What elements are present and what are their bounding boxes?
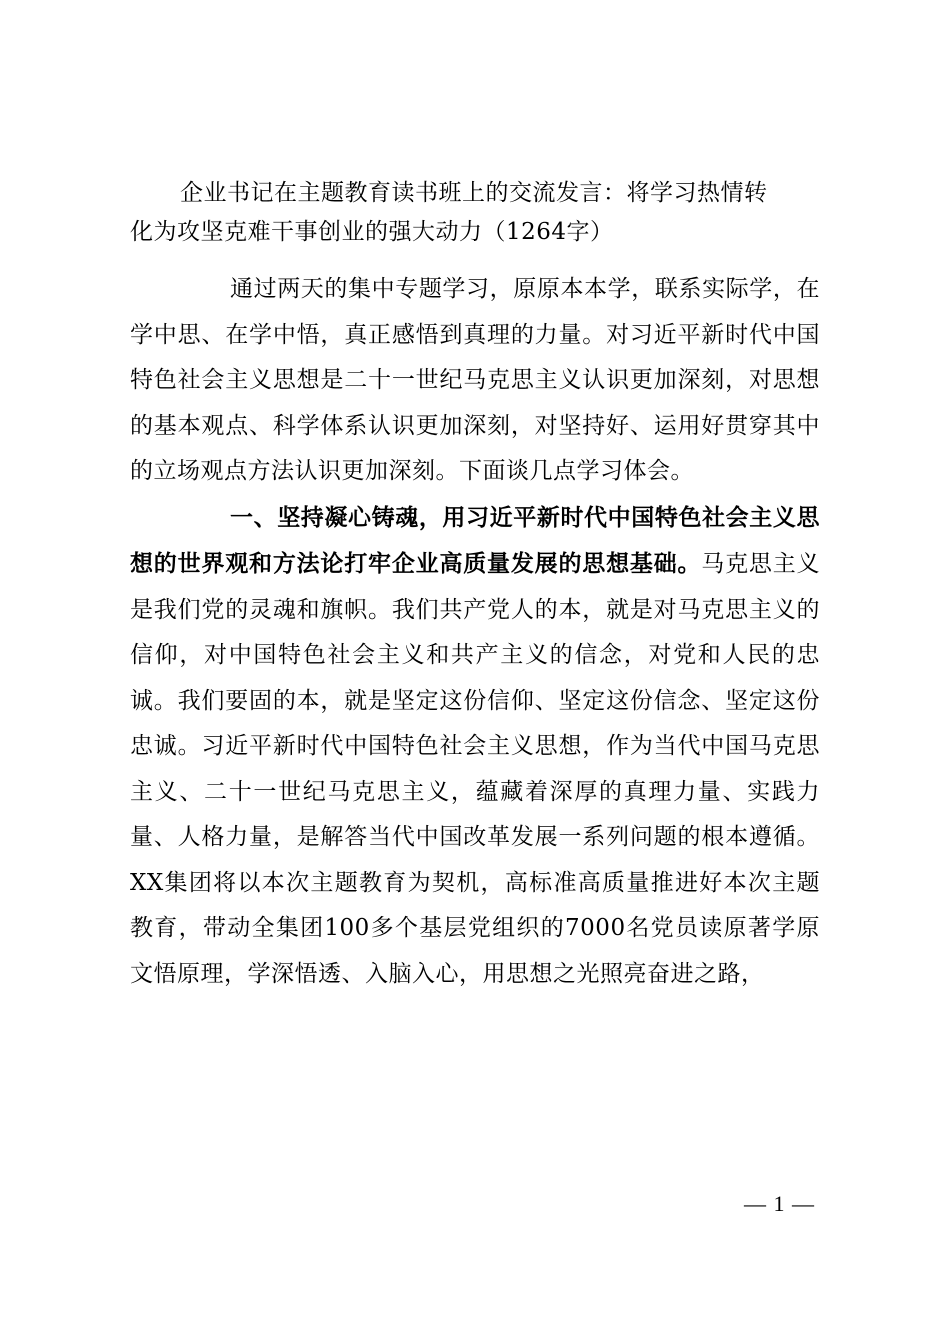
section-1-heading: 一、坚持凝心铸魂，用习近平新时代中国特色社会主义思想的世界观和方法论打牢企业高质量发展的思想基础。 [130,503,820,577]
paragraph-section-1 [130,495,820,998]
document-title [130,174,820,252]
section-1-body: 马克思主义是我们党的灵魂和旗帜。我们共产党人的本，就是对马克思主义的信仰，对中国特色社会主义和共产主义的信念，对党和人民的忠诚。我们要固的本，就是坚定这份信仰、坚定这份信念、坚定这份忠诚。习近平新时代中国特色社会主义思想，作为当代中国马克思主义、二十一世纪马克思主义，蕴藏着深厚的真理力量、实践力量、人格力量，是解答当代中国改革发展一系列问题的根本遵循。XX集团将以本次主题教育为契机，高标准高质量推进好本次主题教育，带动全集团100多个基层党组织的7000名党员读原著学原文悟原理，学深悟透、入脑入心，用思想之光照亮奋进之路， [130,551,821,987]
page-number: — 1 — [744,1191,815,1216]
title-line-2: 化为攻坚克难干事创业的强大动力（1264字） [130,219,614,245]
document-body [130,267,820,997]
title-line-1: 企业书记在主题教育读书班上的交流发言：将学习热情转 [180,180,768,206]
paragraph-intro: 通过两天的集中专题学习，原原本本学，联系实际学，在学中思、在学中悟，真正感悟到真理的力量。对习近平新时代中国特色社会主义思想是二十一世纪马克思主义认识更加深刻，对思想的基本观点、科学体系认识更加深刻，对坚持好、运用好贯穿其中的立场观点方法认识更加深刻。下面谈几点学习体会。 [130,276,820,484]
